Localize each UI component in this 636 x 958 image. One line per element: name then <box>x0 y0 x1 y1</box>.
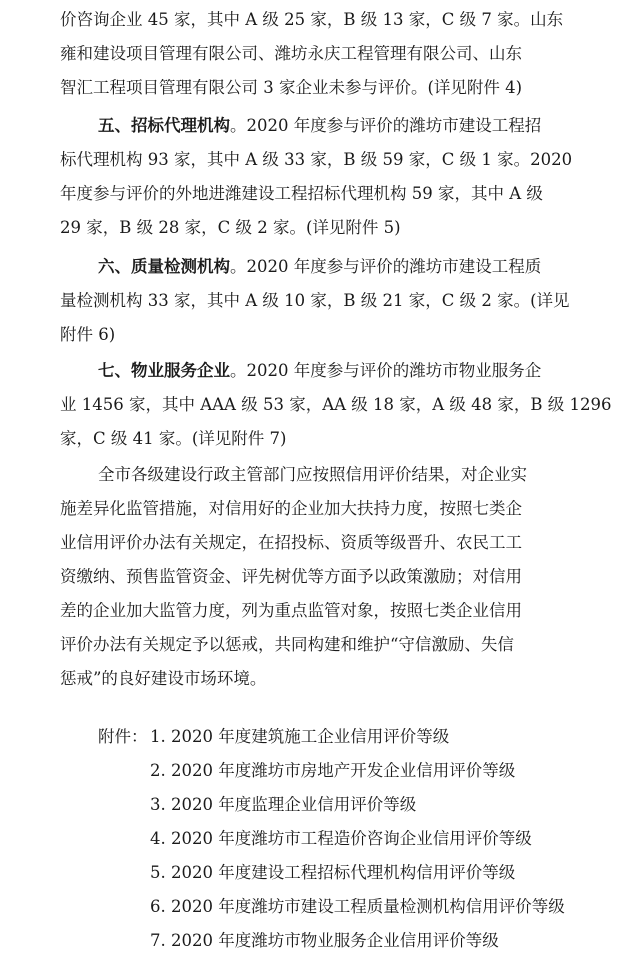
body-text: 差的企业加大监管力度，列为重点监管对象，按照七类企业信用 <box>60 601 522 620</box>
body-text: 附件 6) <box>60 325 116 344</box>
attachment-line <box>0 824 636 854</box>
body-line <box>0 320 636 350</box>
body-text: 资缴纳、预售监管资金、评先树优等方面予以政策激励；对信用 <box>60 567 522 586</box>
body-line <box>0 179 636 209</box>
attachment-line <box>0 892 636 922</box>
attachment-item: 5. 2020 年度建设工程招标代理机构信用评价等级 <box>150 863 516 882</box>
body-line <box>0 390 636 420</box>
attachment-item: 1. 2020 年度建筑施工企业信用评价等级 <box>150 727 450 746</box>
body-text: 。2020 年度参与评价的潍坊市建设工程招 <box>230 116 542 135</box>
section-5-line <box>0 111 636 141</box>
body-line <box>0 528 636 558</box>
body-line <box>0 5 636 35</box>
body-text: 惩戒”的良好建设市场环境。 <box>60 669 267 688</box>
attachment-item: 2. 2020 年度潍坊市房地产开发企业信用评价等级 <box>150 761 516 780</box>
body-line <box>0 664 636 694</box>
body-text: 全市各级建设行政主管部门应按照信用评价结果，对企业实 <box>98 465 527 484</box>
body-text: 智汇工程项目管理有限公司 3 家企业未参与评价。(详见附件 4) <box>60 78 523 97</box>
body-line <box>0 494 636 524</box>
body-line <box>0 460 636 490</box>
section-heading-6: 六、质量检测机构 <box>98 257 230 276</box>
body-text: 家，C 级 41 家。(详见附件 7) <box>60 429 287 448</box>
body-text: 29 家，B 级 28 家，C 级 2 家。(详见附件 5) <box>60 218 401 237</box>
body-text: 。2020 年度参与评价的潍坊市物业服务企 <box>230 361 542 380</box>
body-line <box>0 596 636 626</box>
body-text: 价咨询企业 45 家，其中 A 级 25 家，B 级 13 家，C 级 7 家。山东 <box>60 10 564 29</box>
body-line <box>0 424 636 454</box>
attachment-item: 6. 2020 年度潍坊市建设工程质量检测机构信用评价等级 <box>150 897 565 916</box>
body-line <box>0 73 636 103</box>
section-heading-5: 五、招标代理机构 <box>98 116 230 135</box>
attachment-line <box>0 756 636 786</box>
body-line <box>0 562 636 592</box>
section-7-line <box>0 356 636 386</box>
body-line <box>0 213 636 243</box>
body-text: 评价办法有关规定予以惩戒，共同构建和维护“守信激励、失信 <box>60 635 514 654</box>
body-line <box>0 39 636 69</box>
body-text: 施差异化监管措施，对信用好的企业加大扶持力度，按照七类企 <box>60 499 522 518</box>
attachment-item: 3. 2020 年度监理企业信用评价等级 <box>150 795 417 814</box>
attachment-item: 7. 2020 年度潍坊市物业服务企业信用评价等级 <box>150 931 499 950</box>
body-text: 业 1456 家，其中 AAA 级 53 家，AA 级 18 家，A 级 48 家，B 级 1296 <box>60 395 612 414</box>
section-6-line <box>0 252 636 282</box>
body-text: 。2020 年度参与评价的潍坊市建设工程质 <box>230 257 542 276</box>
attachment-item: 4. 2020 年度潍坊市工程造价咨询企业信用评价等级 <box>150 829 532 848</box>
body-text: 雍和建设项目管理有限公司、潍坊永庆工程管理有限公司、山东 <box>60 44 522 63</box>
section-heading-7: 七、物业服务企业 <box>98 361 230 380</box>
body-text: 业信用评价办法有关规定，在招投标、资质等级晋升、农民工工 <box>60 533 522 552</box>
body-line <box>0 630 636 660</box>
attachment-line <box>0 858 636 888</box>
attachment-line <box>0 722 636 752</box>
body-text: 标代理机构 93 家，其中 A 级 33 家，B 级 59 家，C 级 1 家。2020 <box>60 150 573 169</box>
attachments-label: 附件： <box>98 727 148 746</box>
body-line <box>0 145 636 175</box>
attachment-line <box>0 926 636 956</box>
body-text: 年度参与评价的外地进潍建设工程招标代理机构 59 家，其中 A 级 <box>60 184 543 203</box>
attachment-line <box>0 790 636 820</box>
body-text: 量检测机构 33 家，其中 A 级 10 家，B 级 21 家，C 级 2 家。(详见 <box>60 291 570 310</box>
body-line <box>0 286 636 316</box>
